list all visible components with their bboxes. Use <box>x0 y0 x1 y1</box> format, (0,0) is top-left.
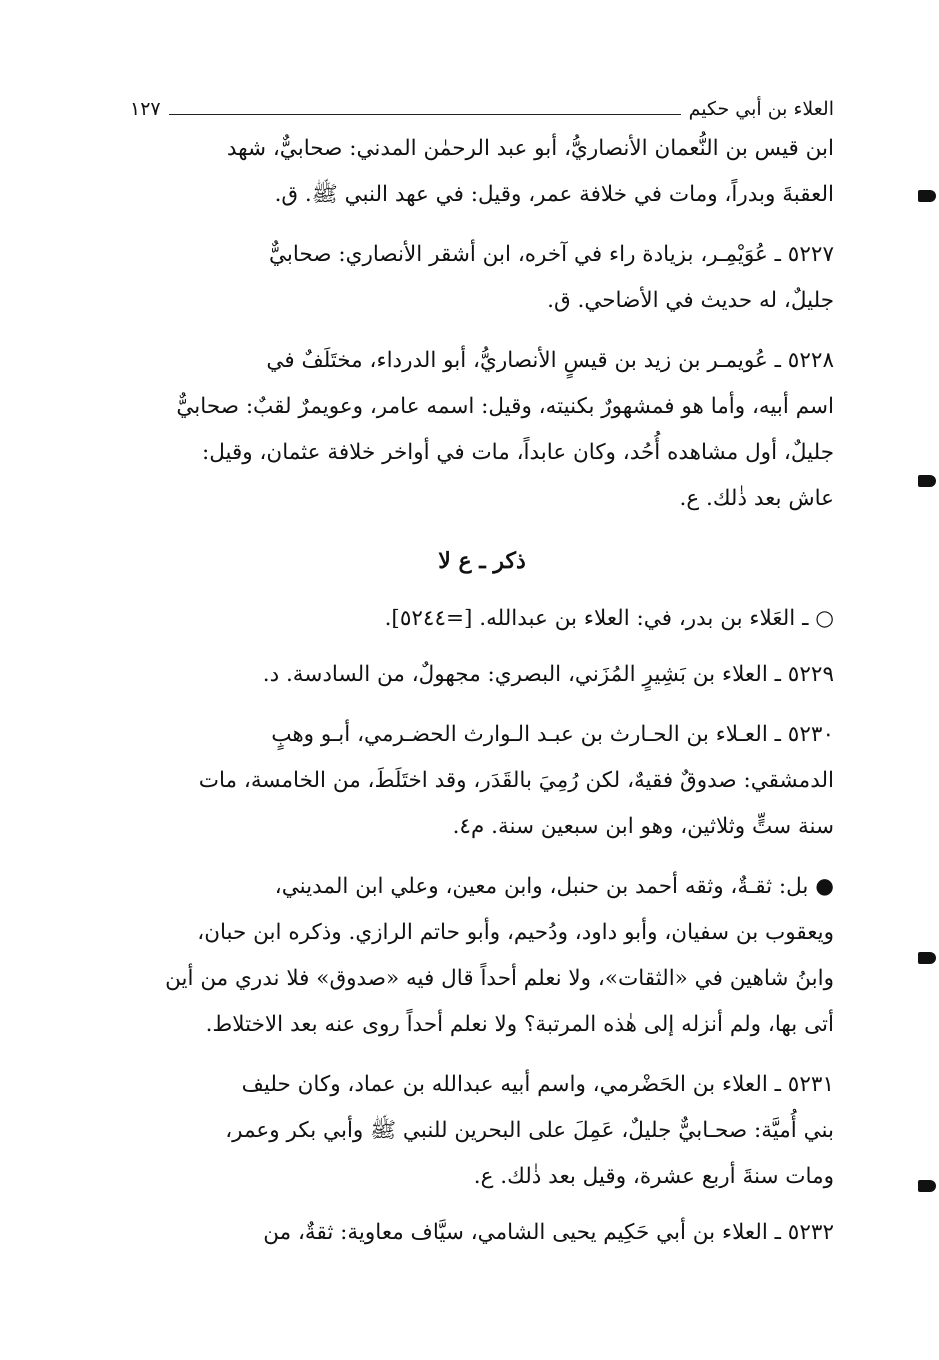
margin-tab-marker <box>918 190 936 202</box>
section-heading: ذكر ـ ع لا <box>438 548 526 574</box>
entry-5231 <box>130 1062 834 1200</box>
margin-tab-marker <box>918 952 936 964</box>
text-line: ابن قيس بن النُّعمان الأنصاريُّ، أبو عبد الرحمٰن المدني: صحابيٌّ، شهد <box>226 136 834 161</box>
entry-5232 <box>130 1210 834 1256</box>
text-line: بني أُميَّة: صحـابيٌّ جليلٌ، عَمِلَ على البحرين للنبي ﷺ وأبي بكر وعمر، <box>225 1118 834 1143</box>
text-line: ٥٢٢٨ ـ عُويمـر بن زيد بن قيسٍ الأنصاريُّ، أبو الدرداء، مختَلَفٌ في <box>266 348 834 373</box>
running-title: العلاء بن أبي حكيم <box>688 98 834 120</box>
page-number: ١٢٧ <box>130 98 161 120</box>
text-line: أتى بها، ولم أنزله إلى هٰذه المرتبة؟ ولا نعلم أحداً روى عنه بعد الاختلاط. <box>205 1012 834 1037</box>
text-line: ويعقوب بن سفيان، وأبو داود، ودُحيم، وأبو حاتم الرازي. وذكره ابن حبان، <box>197 920 834 945</box>
text-line: جليلٌ، له حديث في الأضاحي. ق. <box>547 288 834 313</box>
text-line: الدمشقي: صدوقٌ فقيهٌ، لكن رُمِيَ بالقَدَر، وقد اختَلَطَ، من الخامسة، مات <box>198 768 834 793</box>
text-line: ومات سنةَ أربع عشرة، وقيل بعد ذٰلك. ع. <box>473 1164 834 1189</box>
text-line: ○ ـ العَلاء بن بدر، في: العلاء بن عبدالله. [=٥٢٤٤]. <box>384 606 834 631</box>
margin-tab-marker <box>918 1180 936 1192</box>
entry-5229 <box>130 652 834 698</box>
editor-note <box>130 864 834 1048</box>
text-line: ٥٢٢٩ ـ العلاء بن بَشِيرٍ المُزَني، البصري: مجهولٌ، من السادسة. د. <box>262 662 834 687</box>
text-line: العقبةَ وبدراً، ومات في خلافة عمر، وقيل: في عهد النبي ﷺ. ق. <box>274 182 834 207</box>
book-page <box>130 92 834 1256</box>
text-line: سنة ستٍّ وثلاثين، وهو ابن سبعين سنة. م٤. <box>452 814 834 839</box>
entry-5228 <box>130 338 834 522</box>
running-header <box>130 92 834 126</box>
margin-tab-marker <box>918 475 936 487</box>
text-line: ٥٢٢٧ ـ عُوَيْمِـر، بزيادة راء في آخره، ابن أشقر الأنصاري: صحابيٌّ <box>268 242 834 267</box>
text-line: ● بل: ثقـةٌ، وثقه أحمد بن حنبل، وابن معين، وعلي ابن المديني، <box>274 874 834 899</box>
text-line: اسم أبيه، وأما هو فمشهورٌ بكنيته، وقيل: اسمه عامر، وعويمرٌ لقبٌ: صحابيٌّ <box>176 394 834 419</box>
header-rule <box>169 114 681 115</box>
text-line: وابنُ شاهين في «الثقات»، ولا نعلم أحداً قال فيه «صدوق» فلا ندري من أين <box>165 966 834 991</box>
entry-5227 <box>130 232 834 324</box>
text-line: جليلٌ، أول مشاهده أُحُد، وكان عابداً، مات في أواخر خلافة عثمان، وقيل: <box>201 440 834 465</box>
text-line: ٥٢٣١ ـ العلاء بن الحَضْرمي، واسم أبيه عبدالله بن عماد، وكان حليف <box>241 1072 834 1097</box>
text-line: عاش بعد ذٰلك. ع. <box>679 486 834 511</box>
cross-reference-entry <box>130 596 834 642</box>
text-line: ٥٢٣٠ ـ العـلاء بن الحـارث بن عبـد الـوارث الحضـرمي، أبـو وهبٍ <box>271 722 834 747</box>
text-line: ٥٢٣٢ ـ العلاء بن أبي حَكِيم يحيى الشامي، سيَّاف معاوية: ثقةٌ، من <box>263 1220 834 1245</box>
entry-5230 <box>130 712 834 850</box>
entry-continuation <box>130 126 834 218</box>
